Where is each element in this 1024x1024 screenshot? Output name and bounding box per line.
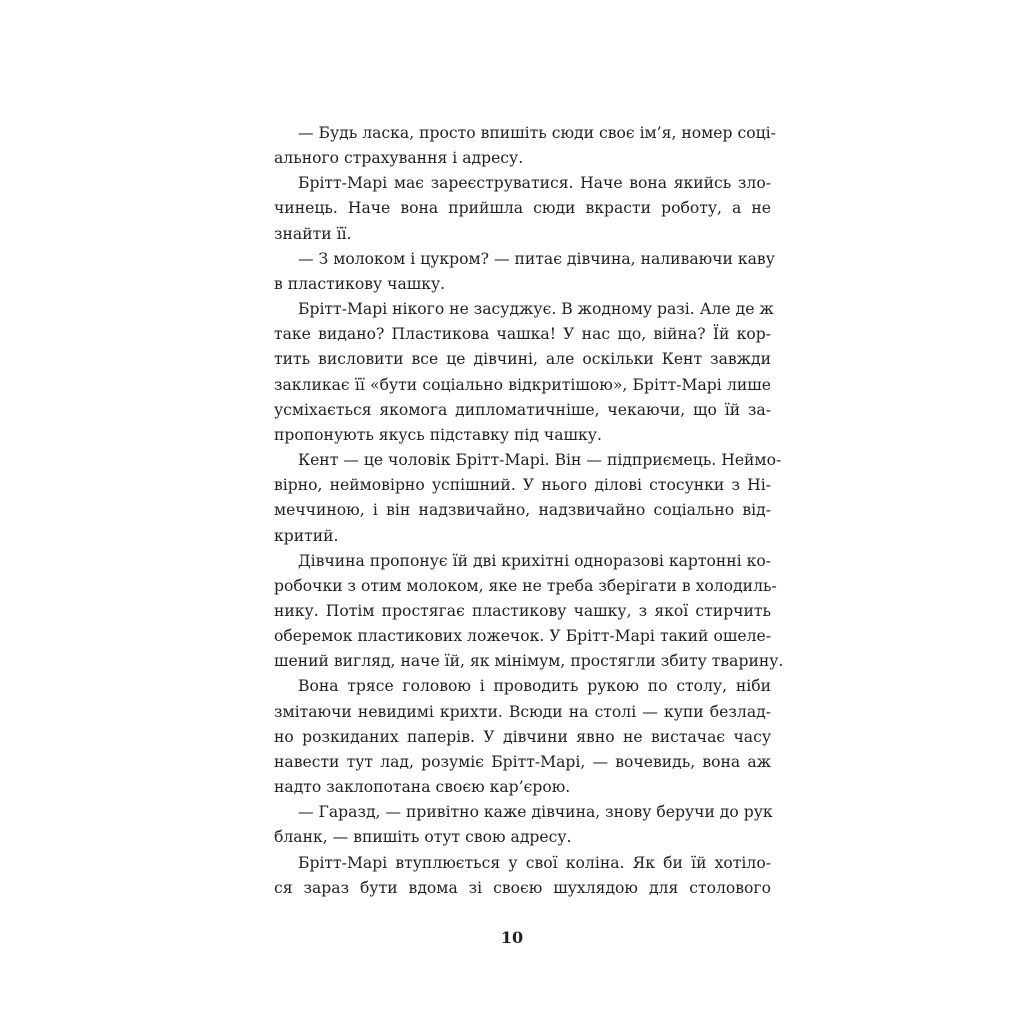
text-line: закликає її «бути соціально відкритішою», Брітт-Марі лише <box>274 375 771 394</box>
text-line: пропонують якусь підставку під чашку. <box>274 425 602 444</box>
text-line: — З молоком і цукром? — питає дівчина, наливаючи каву <box>298 249 775 268</box>
text-line: меччиною, і він надзвичайно, надзвичайно соціально від- <box>274 501 771 520</box>
text-line: шений вигляд, наче їй, як мінімум, простягли збиту тварину. <box>274 652 784 671</box>
text-line: усміхається якомога дипломатичніше, чекаючи, що їй за- <box>274 400 771 419</box>
text-line: тить висловити все це дівчині, але оскільки Кент завжди <box>274 350 771 369</box>
text-line: змітаючи невидимі крихти. Всюди на столі — купи безлад- <box>274 702 771 721</box>
text-line: — Гаразд, — привітно каже дівчина, знову беручи до рук <box>298 803 773 822</box>
text-line: таке видано? Пластикова чашка! У нас що, війна? Їй кор- <box>274 325 771 344</box>
text-line: Брітт-Марі нікого не засуджує. В жодному разі. Але де ж <box>298 300 774 319</box>
text-line: Кент — це чоловік Брітт-Марі. Він — підприємець. Неймо- <box>298 451 782 470</box>
text-line: навести тут лад, розуміє Брітт-Марі, — вочевидь, вона аж <box>274 752 771 771</box>
text-line: нику. Потім простягає пластикову чашку, з якої стирчить <box>274 601 771 620</box>
text-line: вірно, неймовірно успішний. У нього ділові стосунки з Ні- <box>274 476 771 495</box>
text-line: робочки з отим молоком, яке не треба зберігати в холодиль- <box>274 576 777 595</box>
text-line: оберемок пластикових ложечок. У Брітт-Марі такий ошеле- <box>274 627 771 646</box>
text-line: Дівчина пропонує їй дві крихітні одноразові картонні ко- <box>298 551 771 570</box>
text-line: чинець. Наче вона прийшла сюди вкрасти роботу, а не <box>274 199 771 218</box>
page-number: 10 <box>500 928 524 947</box>
text-line: ся зараз бути вдома зі своєю шухлядою для столового <box>274 878 771 897</box>
body-text <box>274 121 784 901</box>
text-line: но розкиданих паперів. У дівчини явно не вистачає часу <box>274 727 771 746</box>
text-line: Брітт-Марі має зареєструватися. Наче вона якийсь зло- <box>298 174 771 193</box>
text-line: — Будь ласка, просто впишіть сюди своє ім’я, номер соці- <box>298 124 776 142</box>
text-line: бланк, — впишіть отут свою адресу. <box>274 828 572 847</box>
text-line: знайти її. <box>274 224 352 243</box>
text-line: в пластикову чашку. <box>274 274 446 293</box>
text-line: Брітт-Марі втуплюється у свої коліна. Як би їй хотіло- <box>298 853 771 872</box>
text-line: Вона трясе головою і проводить рукою по столу, ніби <box>298 677 771 696</box>
text-line: надто заклопотана своєю кар’єрою. <box>274 778 571 797</box>
text-line: ального страхування і адресу. <box>274 149 524 168</box>
text-line: критий. <box>274 526 339 545</box>
